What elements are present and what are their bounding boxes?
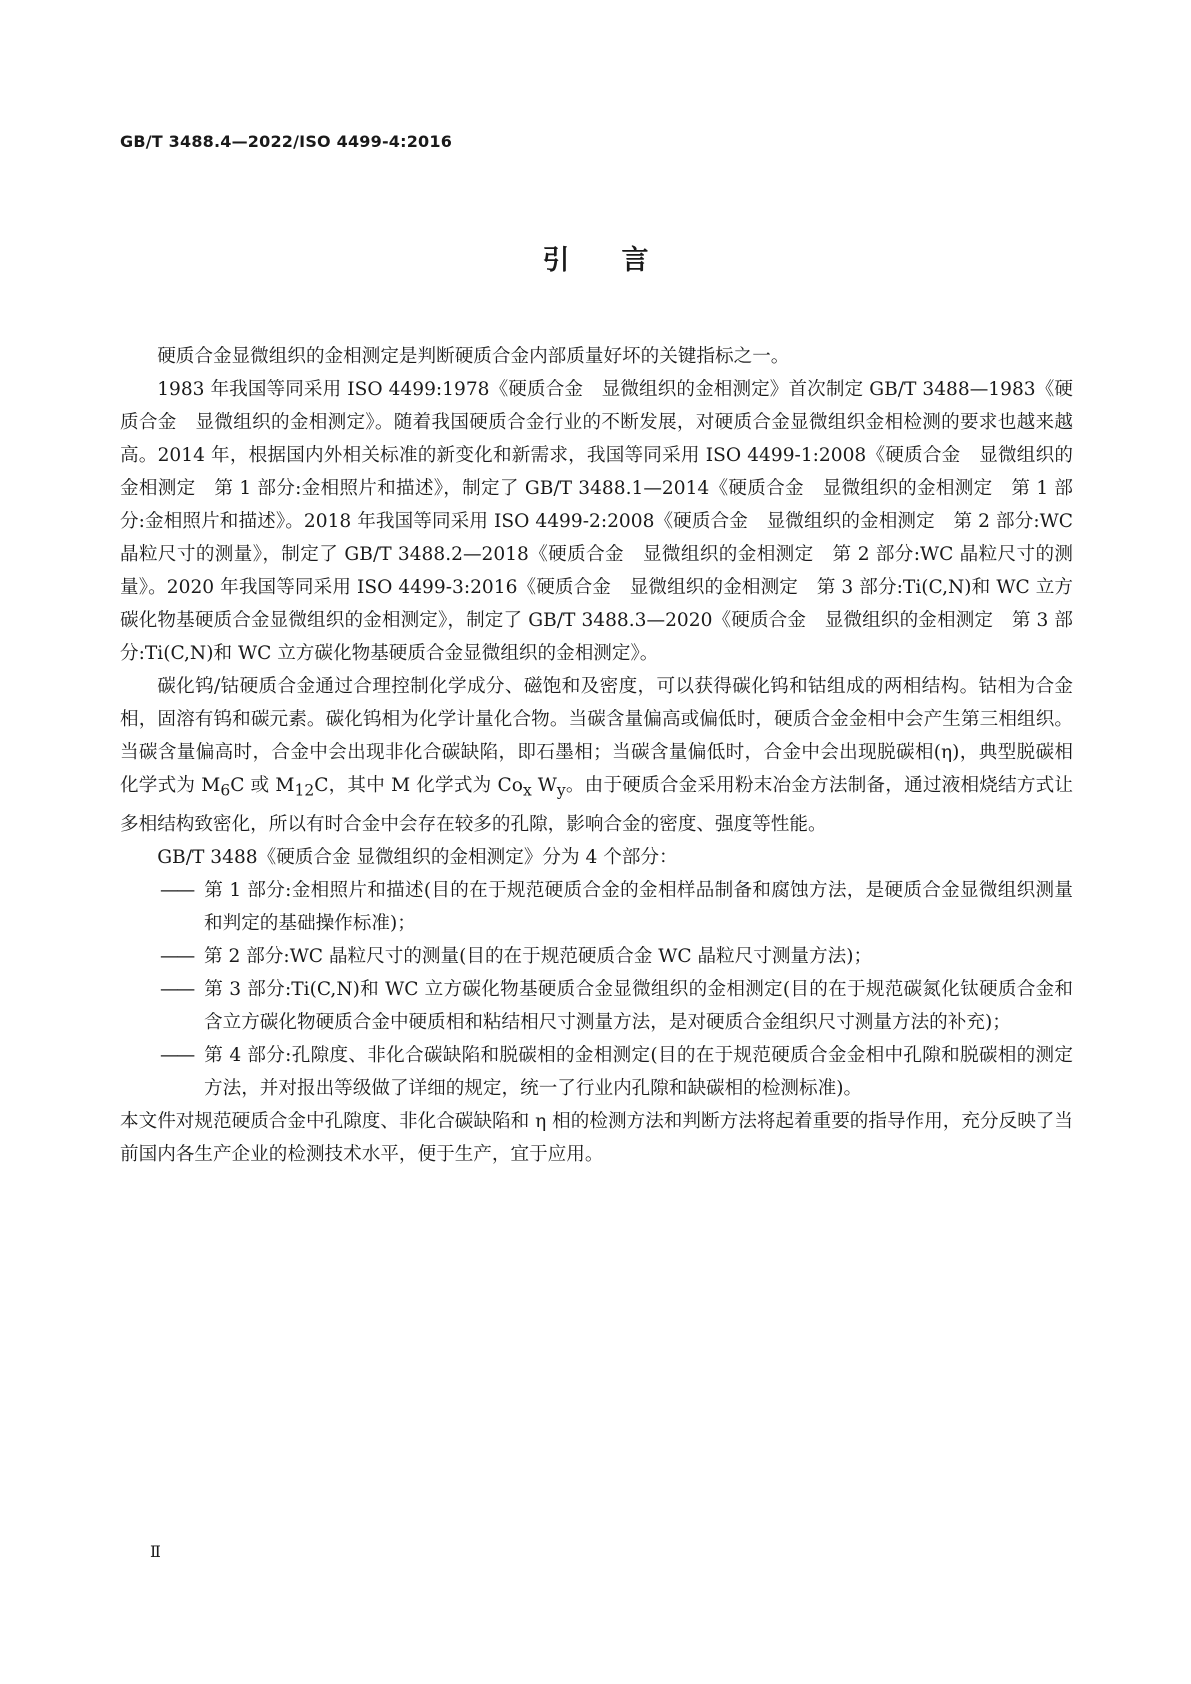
- page-title: [0, 238, 1191, 277]
- paragraph-1: 硬质合金显微组织的金相测定是判断硬质合金内部质量好坏的关键指标之一。: [157, 346, 790, 367]
- parts-intro: GB/T 3488《硬质合金 显微组织的金相测定》分为 4 个部分：: [157, 846, 678, 868]
- list-item: —— 第 3 部分:Ti(C,N)和 WC 立方碳化物基硬质合金显微组织的金相测定(目的在于规范碳氮化钛硬质合金和含立方碳化物硬质合金中硬质相和粘结相尺寸测量方法，是对硬质合金组织尺寸测量方法的补充)；: [160, 978, 1073, 1033]
- body-content: [120, 340, 1073, 1171]
- paragraph-3: 碳化钨/钴硬质合金通过合理控制化学成分、磁饱和及密度，可以获得碳化钨和钴组成的两相结构。钴相为合金相，固溶有钨和碳元素。碳化钨相为化学计量化合物。当碳含量偏高或偏低时，硬质合金金相中会产生第三相组织。当碳含量偏高时，合金中会出现非化合碳缺陷，即石墨相；当碳含量偏低时，合金中会出现脱碳相(η)，典型脱碳相化学式为 $M_6C$ 或 $M_{12}C$，其中 M 化学式为 $Co_x$ $W_y$。由于硬质合金采用粉末冶金方法制备，通过液相烧结方式让多相结构致密化，所以有时合金中会存在较多的孔隙，影响合金的密度、强度等性能。: [120, 676, 1073, 835]
- paragraph-2: 1983 年我国等同采用 ISO 4499:1978《硬质合金 显微组织的金相测定》首次制定 GB/T 3488—1983《硬质合金 显微组织的金相测定》。随着我国硬质合金行业的不断发展，对硬质合金显微组织金相检测的要求也越来越高。2014 年，根据国内外相关标准的新变化和新需求，我国等同采用 ISO 4499-1:2008《硬质合金 显微组织的金相测定 第 1 部分:金相照片和描述》，制定了 GB/T 3488.1—2014《硬质合金 显微组织的金相测定 第 1 部分:金相照片和描述》。2018 年我国等同采用 ISO 4499-2:2008《硬质合金 显微组织的金相测定 第 2 部分:WC 晶粒尺寸的测量》，制定了 GB/T 3488.2—2018《硬质合金 显微组织的金相测定 第 2 部分:WC 晶粒尺寸的测量》。2020 年我国等同采用 ISO 4499-3:2016《硬质合金 显微组织的金相测定 第 3 部分:Ti(C,N)和 WC 立方碳化物基硬质合金显微组织的金相测定》，制定了 GB/T 3488.3—2020《硬质合金 显微组织的金相测定 第 3 部分:Ti(C,N)和 WC 立方碳化物基硬质合金显微组织的金相测定》。: [120, 379, 1073, 664]
- list-item: —— 第 4 部分:孔隙度、非化合碳缺陷和脱碳相的金相测定(目的在于规范硬质合金金相中孔隙和脱碳相的测定方法，并对报出等级做了详细的规定，统一了行业内孔隙和缺碳相的检测标准)。: [160, 1044, 1073, 1099]
- page-number: Ⅱ: [150, 1542, 161, 1561]
- list-item: —— 第 2 部分:WC 晶粒尺寸的测量(目的在于规范硬质合金 WC 晶粒尺寸测量方法)；: [160, 945, 873, 967]
- document-header: GB/T 3488.4—2022/ISO 4499-4:2016: [120, 132, 453, 151]
- title-char-1: 引: [542, 245, 570, 276]
- list-item: —— 第 1 部分:金相照片和描述(目的在于规范硬质合金的金相样品制备和腐蚀方法，是硬质合金显微组织测量和判定的基础操作标准)；: [160, 879, 1073, 934]
- closing-paragraph: 本文件对规范硬质合金中孔隙度、非化合碳缺陷和 η 相的检测方法和判断方法将起着重要的指导作用，充分反映了当前国内各生产企业的检测技术水平，便于生产，宜于应用。: [120, 1110, 1073, 1165]
- parts-list: [120, 874, 1073, 1105]
- title-char-2: 言: [621, 245, 649, 276]
